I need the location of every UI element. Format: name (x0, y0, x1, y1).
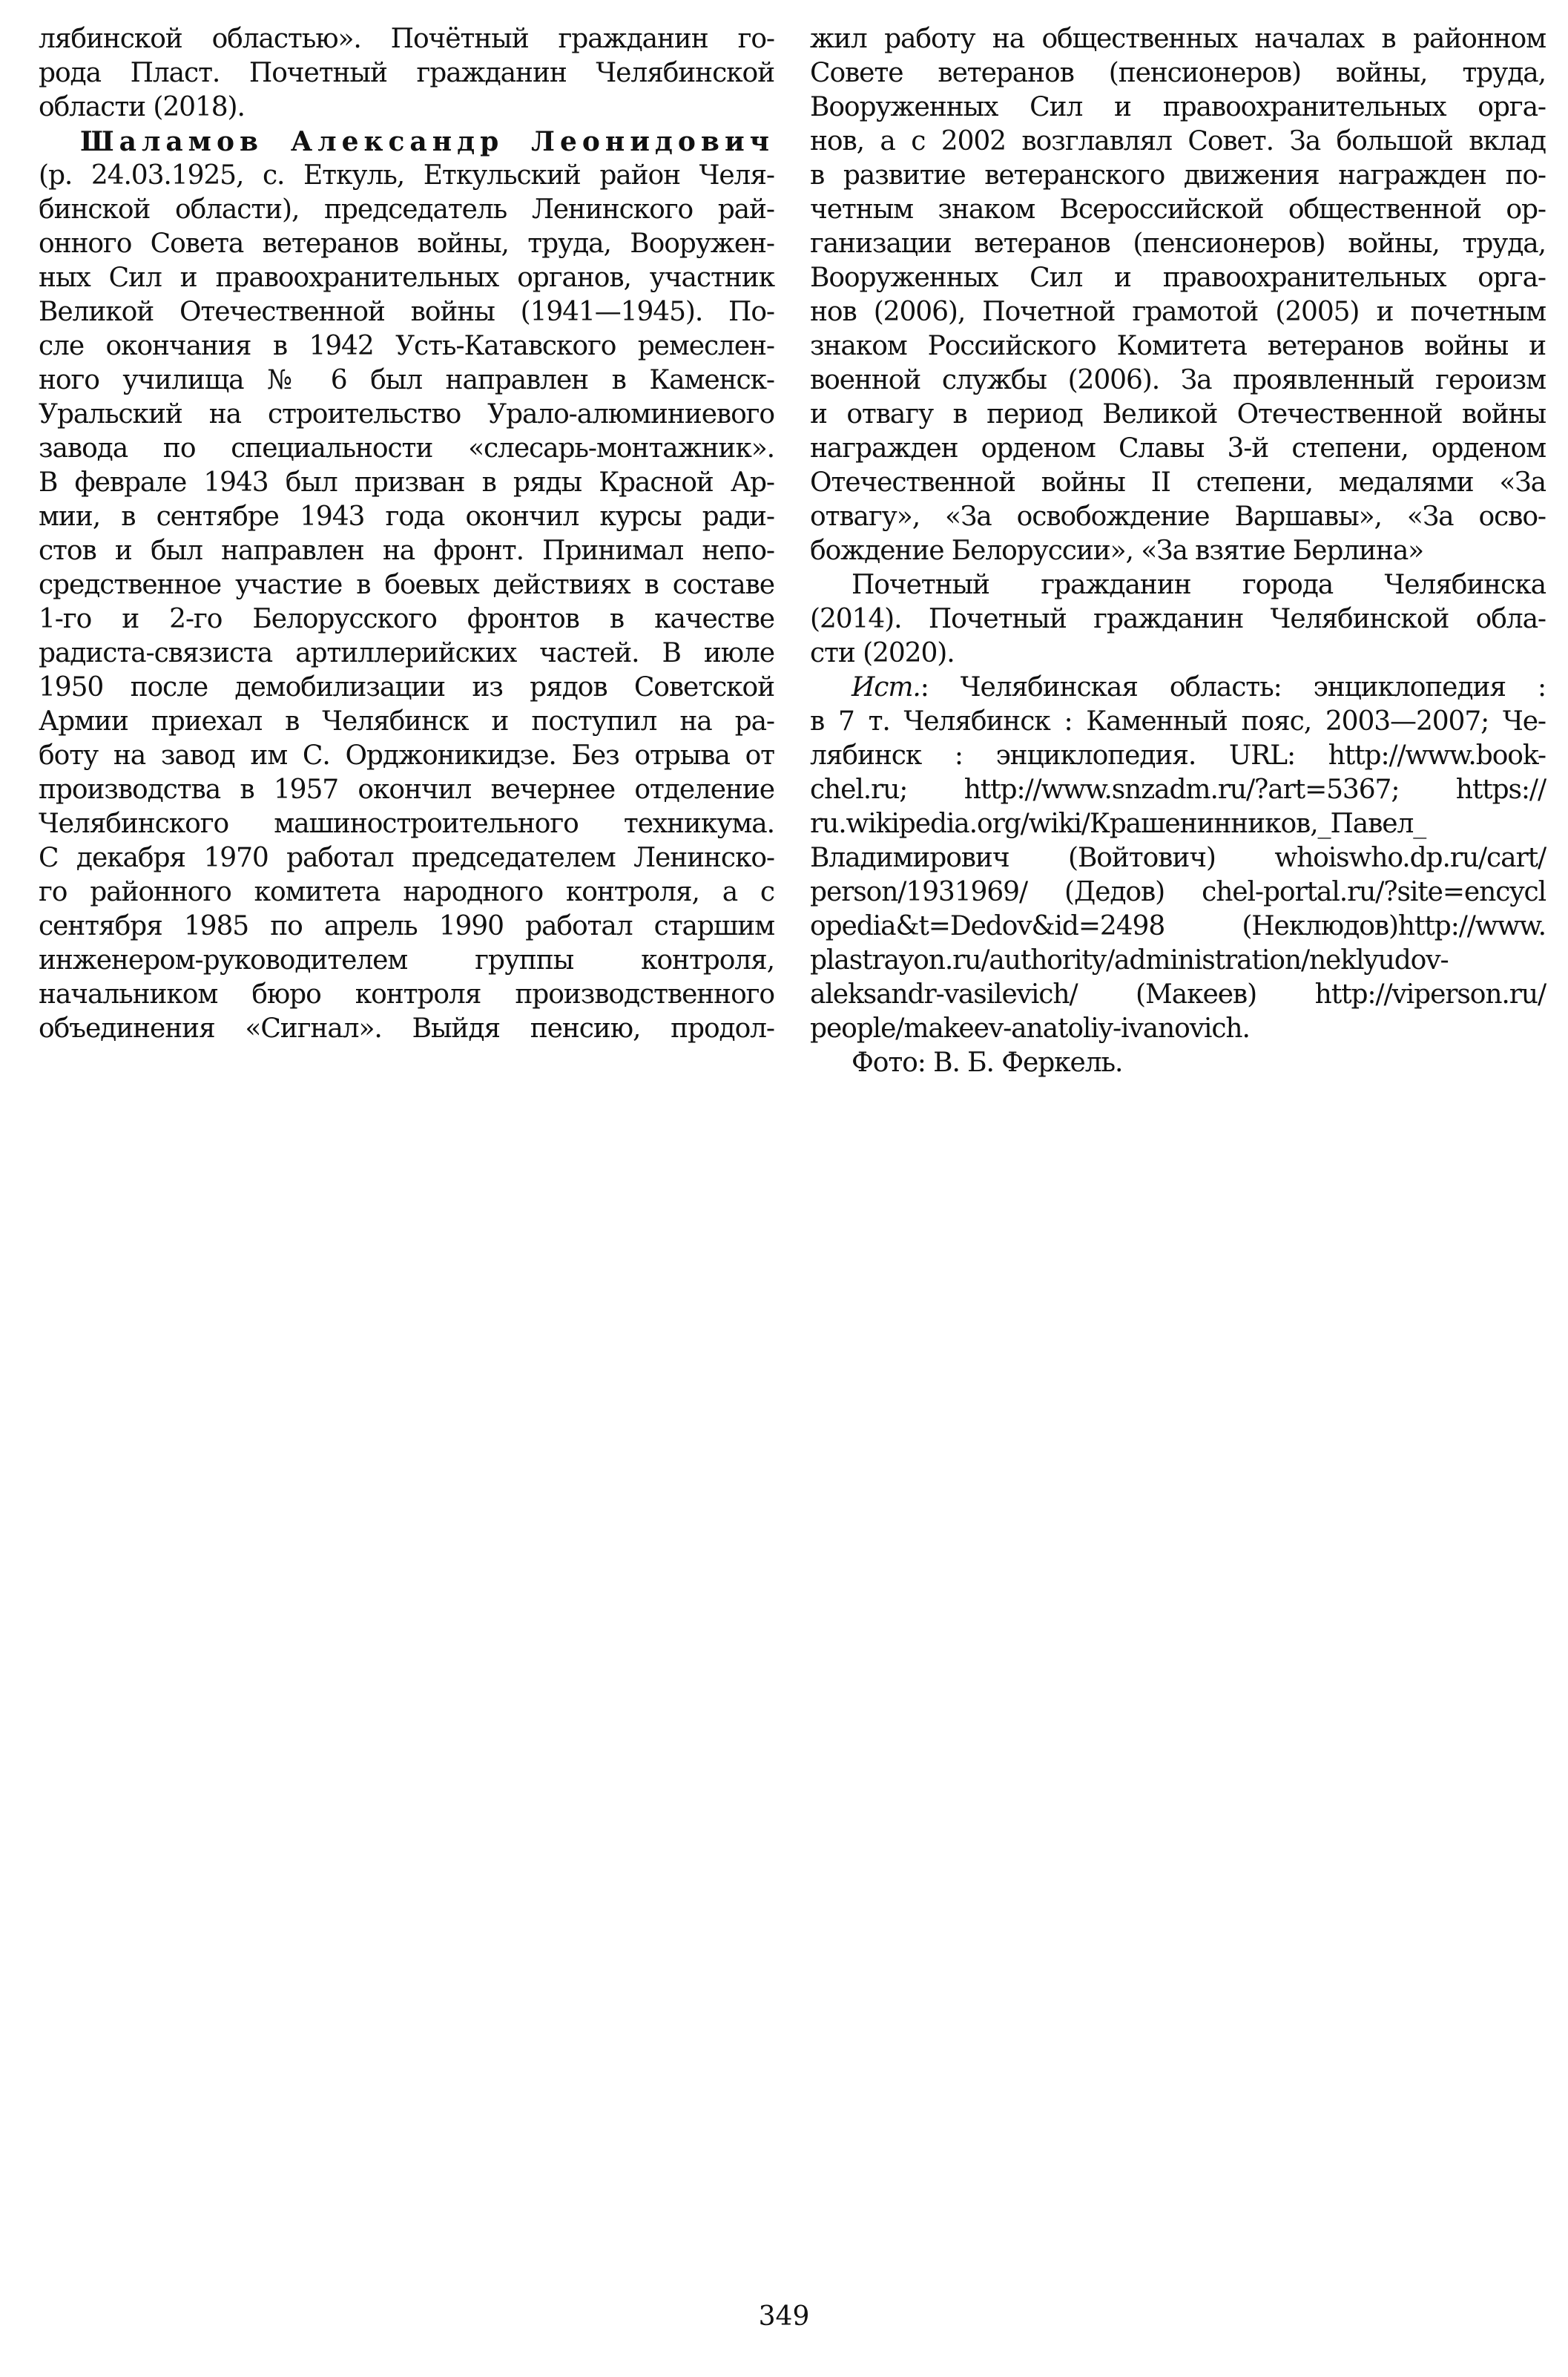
text-line: нов, а с 2002 возглавлял Совет. За большой вклад (810, 126, 1546, 157)
text-line: opedia&t=Dedov&id=2498 (Неклюдов)http://www. (810, 911, 1546, 941)
text-line: средственное участие в боевых действиях в составе (39, 570, 774, 600)
text-line: people/makeev-anatoliy-ivanovich. (810, 1013, 1250, 1044)
text-line: бождение Белоруссии», «За взятие Берлина» (810, 536, 1424, 566)
text-line: Вооруженных Сил и правоохранительных орга- (810, 263, 1546, 293)
text-line: aleksandr-vasilevich/ (Макеев) http://viperson.ru/ (810, 979, 1546, 1010)
text-line: Совете ветеранов (пенсионеров) войны, труда, (810, 58, 1546, 88)
sources-line: Ист.: Челябинская область: энциклопедия : (851, 672, 1546, 703)
text-line: нов (2006), Почетной грамотой (2005) и почетным (810, 297, 1546, 327)
text-line: боту на завод им С. Орджоникидзе. Без отрыва от (39, 740, 774, 771)
text-line: plastrayon.ru/authority/administration/neklyudov- (810, 945, 1449, 976)
sources-label: Ист. (851, 672, 920, 703)
text-line: жил работу на общественных началах в районном (810, 24, 1546, 54)
text-line: производства в 1957 окончил вечернее отделение (39, 775, 774, 805)
text-line: мии, в сентябре 1943 года окончил курсы ради- (39, 502, 774, 532)
right-column (810, 22, 1546, 1080)
page-number: 349 (758, 2301, 810, 2332)
text-line: знаком Российского Комитета ветеранов войны и (810, 331, 1546, 361)
text-line: person/1931969/ (Дедов) chel-portal.ru/?site=encycl (810, 877, 1546, 907)
photo-credit: Фото: В. Б. Феркель. (851, 1048, 1123, 1078)
text-line: Почетный гражданин города Челябинска (851, 570, 1546, 600)
text-line: В феврале 1943 был призван в ряды Красной Ар- (39, 467, 774, 498)
text-line: Вооруженных Сил и правоохранительных орга- (810, 92, 1546, 122)
text-line: четным знаком Всероссийской общественной ор- (810, 194, 1546, 225)
text-line: го районного комитета народного контроля, а с (39, 877, 774, 907)
text-line: chel.ru; http://www.snzadm.ru/?art=5367; https:// (810, 775, 1546, 805)
text-line: рода Пласт. Почетный гражданин Челябинской (39, 58, 774, 88)
text-line: объединения «Сигнал». Выйдя пенсию, продол- (39, 1013, 774, 1044)
text-line: военной службы (2006). За проявленный героизм (810, 365, 1546, 395)
text-line: (2014). Почетный гражданин Челябинской обла- (810, 604, 1546, 634)
text-line: Отечественной войны II степени, медалями «За (810, 467, 1546, 498)
text-line: С декабря 1970 работал председателем Ленинско- (39, 843, 774, 873)
text-line: Великой Отечественной войны (1941—1945). По- (39, 297, 774, 327)
text-line: Челябинского машиностроительного техникума. (39, 809, 774, 839)
text-line: сентября 1985 по апрель 1990 работал старшим (39, 911, 774, 941)
text-line: и отвагу в период Великой Отечественной войны (810, 399, 1546, 430)
text-line: в развитие ветеранского движения награжден по- (810, 160, 1546, 191)
text-line: ru.wikipedia.org/wiki/Крашенинников,_Павел_ (810, 809, 1426, 839)
text-line: ных Сил и правоохранительных органов, участник (39, 263, 774, 293)
text-line: в 7 т. Челябинск : Каменный пояс, 2003—2007; Че- (810, 706, 1546, 737)
text-line: сти (2020). (810, 638, 955, 668)
text-line: награжден орденом Славы 3-й степени, орденом (810, 433, 1546, 464)
left-column (39, 22, 774, 1046)
text-line: ганизации ветеранов (пенсионеров) войны, труда, (810, 229, 1546, 259)
text-line: (р. 24.03.1925, с. Еткуль, Еткульский район Челя- (39, 160, 774, 191)
text-line: Армии приехал в Челябинск и поступил на ра- (39, 706, 774, 737)
text-line: сле окончания в 1942 Усть-Катавского ремеслен- (39, 331, 774, 361)
text-line: области (2018). (39, 92, 245, 122)
text-line: бинской области), председатель Ленинского рай- (39, 194, 774, 225)
text-line: начальником бюро контроля производственного (39, 979, 774, 1010)
text-line: 1-го и 2-го Белорусского фронтов в качестве (39, 604, 774, 634)
text-line: 1950 после демобилизации из рядов Советской (39, 672, 774, 703)
text-line: лябинской областью». Почётный гражданин го- (39, 24, 774, 54)
text-line: завода по специальности «слесарь-монтажник». (39, 433, 774, 464)
text-line: ного училища № 6 был направлен в Каменск- (39, 365, 774, 395)
entry-heading-name: Шаламов Александр Леонидович (80, 126, 774, 157)
text-line: радиста-связиста артиллерийских частей. В июле (39, 638, 774, 668)
text-line: онного Совета ветеранов войны, труда, Вооружен- (39, 229, 774, 259)
text-line: Уральский на строительство Урало-алюминиевого (39, 399, 774, 430)
text-line: инженером-руководителем группы контроля, (39, 945, 774, 976)
text-line: лябинск : энциклопедия. URL: http://www.book- (810, 740, 1546, 771)
text-line: стов и был направлен на фронт. Принимал непо- (39, 536, 774, 566)
text-line: отвагу», «За освобождение Варшавы», «За осво- (810, 502, 1546, 532)
text-line: Владимирович (Войтович) whoiswho.dp.ru/cart/ (810, 843, 1546, 873)
